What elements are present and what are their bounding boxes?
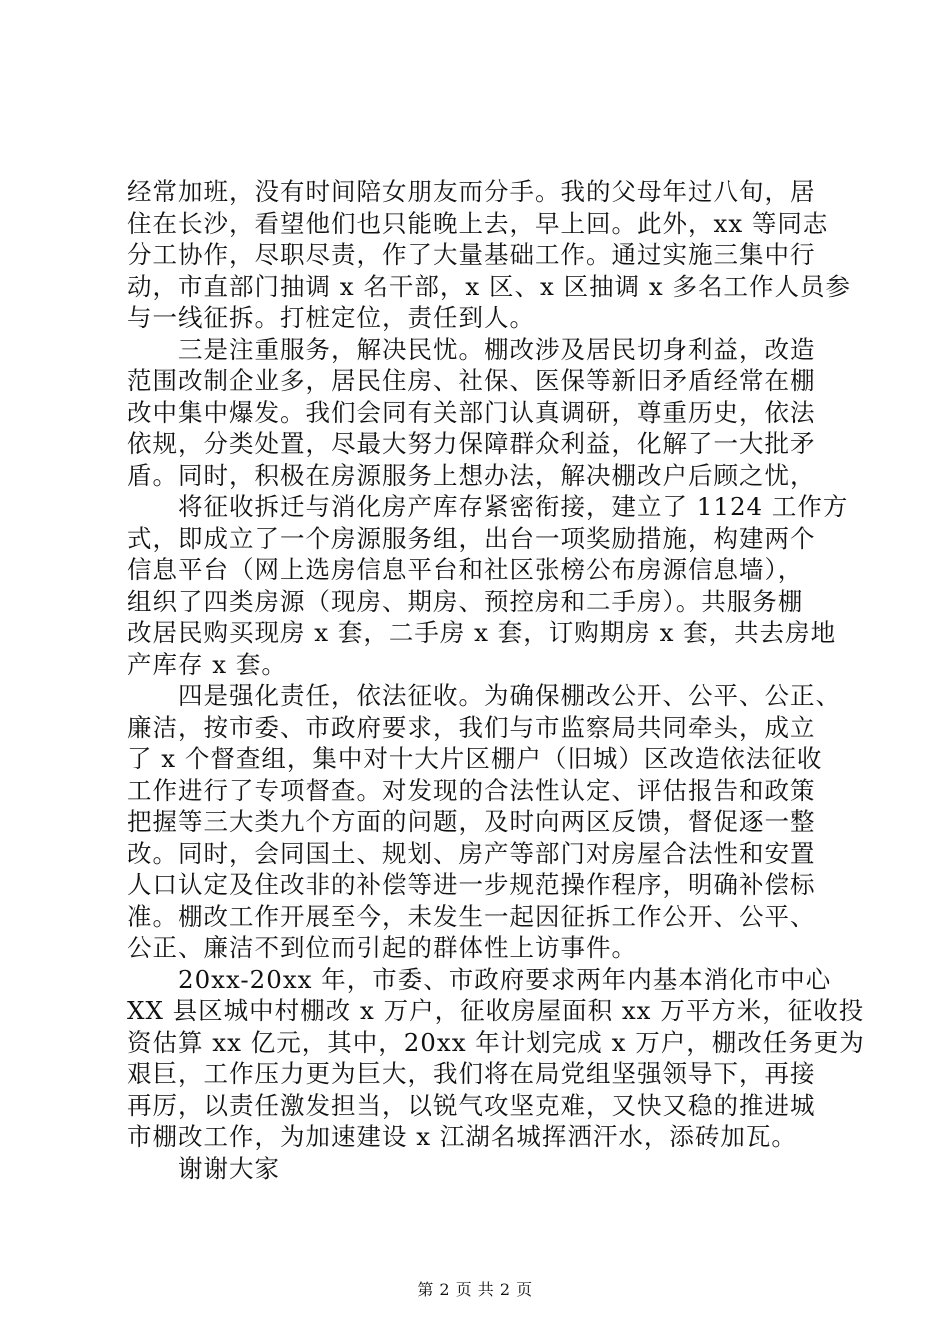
text-line: 了 x 个督查组，集中对十大片区棚户（旧城）区改造依法征收 — [127, 744, 823, 773]
text-line: 20xx-20xx 年，市委、市政府要求两年内基本消化市中心 — [127, 964, 832, 994]
text-line: XX 县区城中村棚改 x 万户，征收房屋面积 xx 万平方米，征收投 — [127, 996, 865, 1025]
text-line: 经常加班，没有时间陪女朋友而分手。我的父母年过八旬，居 — [127, 177, 816, 206]
text-line: 公正、廉洁不到位而引起的群体性上访事件。 — [127, 933, 637, 962]
text-line: 把握等三大类九个方面的问题，及时向两区反馈，督促逐一整 — [127, 807, 816, 836]
page-number: 第 2 页 共 2 页 — [417, 1280, 533, 1299]
text-line: 信息平台（网上选房信息平台和社区张榜公布房源信息墙）， — [127, 555, 804, 584]
text-line: 艰巨，工作压力更为巨大，我们将在局党组坚强领导下，再接 — [127, 1059, 816, 1088]
text-line: 住在长沙，看望他们也只能晚上去，早上回。此外，xx 等同志 — [127, 208, 829, 238]
page-footer — [0, 1280, 950, 1300]
text-line: 改。同时，会同国土、规划、房产等部门对房屋合法性和安置 — [127, 838, 816, 868]
text-line: 与一线征拆。打桩定位，责任到人。 — [127, 303, 535, 332]
text-line: 准。棚改工作开展至今，未发生一起因征拆工作公开、公平、 — [127, 901, 816, 931]
text-line: 分工协作，尽职尽责，作了大量基础工作。通过实施三集中行 — [127, 240, 816, 269]
text-line: 产库存 x 套。 — [127, 649, 287, 679]
text-line: 改居民购买现房 x 套，二手房 x 套，订购期房 x 套，共去房地 — [127, 618, 837, 647]
text-line: 将征收拆迁与消化房产库存紧密衔接，建立了 1124 工作方 — [127, 492, 849, 521]
text-line: 改中集中爆发。我们会同有关部门认真调研，尊重历史，依法 — [127, 397, 816, 427]
text-line: 盾。同时，积极在房源服务上想办法，解决棚改户后顾之忧， — [127, 460, 816, 490]
text-line: 廉洁，按市委、市政府要求，我们与市监察局共同牵头，成立 — [127, 712, 816, 742]
text-line: 四是强化责任，依法征收。为确保棚改公开、公平、公正、 — [127, 681, 841, 710]
text-line: 三是注重服务，解决民忧。棚改涉及居民切身利益，改造 — [127, 334, 816, 364]
body-text — [127, 176, 865, 1184]
text-line: 再厉，以责任激发担当，以锐气攻坚克难，又快又稳的推进城 — [127, 1090, 816, 1120]
text-line: 市棚改工作，为加速建设 x 江湖名城挥洒汗水，添砖加瓦。 — [127, 1122, 797, 1151]
text-line: 动，市直部门抽调 x 名干部，x 区、x 区抽调 x 多名工作人员参 — [127, 271, 851, 301]
text-line: 依规，分类处置，尽最大努力保障群众利益，化解了一大批矛 — [127, 429, 816, 458]
text-line: 工作进行了专项督查。对发现的合法性认定、评估报告和政策 — [127, 775, 816, 805]
text-line: 人口认定及住改非的补偿等进一步规范操作程序，明确补偿标 — [127, 870, 816, 899]
text-line: 资估算 xx 亿元，其中，20xx 年计划完成 x 万户，棚改任务更为 — [127, 1027, 865, 1057]
text-line: 谢谢大家 — [127, 1153, 280, 1183]
text-line: 范围改制企业多，居民住房、社保、医保等新旧矛盾经常在棚 — [127, 366, 816, 395]
text-line: 式，即成立了一个房源服务组，出台一项奖励措施，构建两个 — [127, 523, 816, 553]
text-line: 组织了四类房源（现房、期房、预控房和二手房）。共服务棚 — [127, 586, 804, 616]
